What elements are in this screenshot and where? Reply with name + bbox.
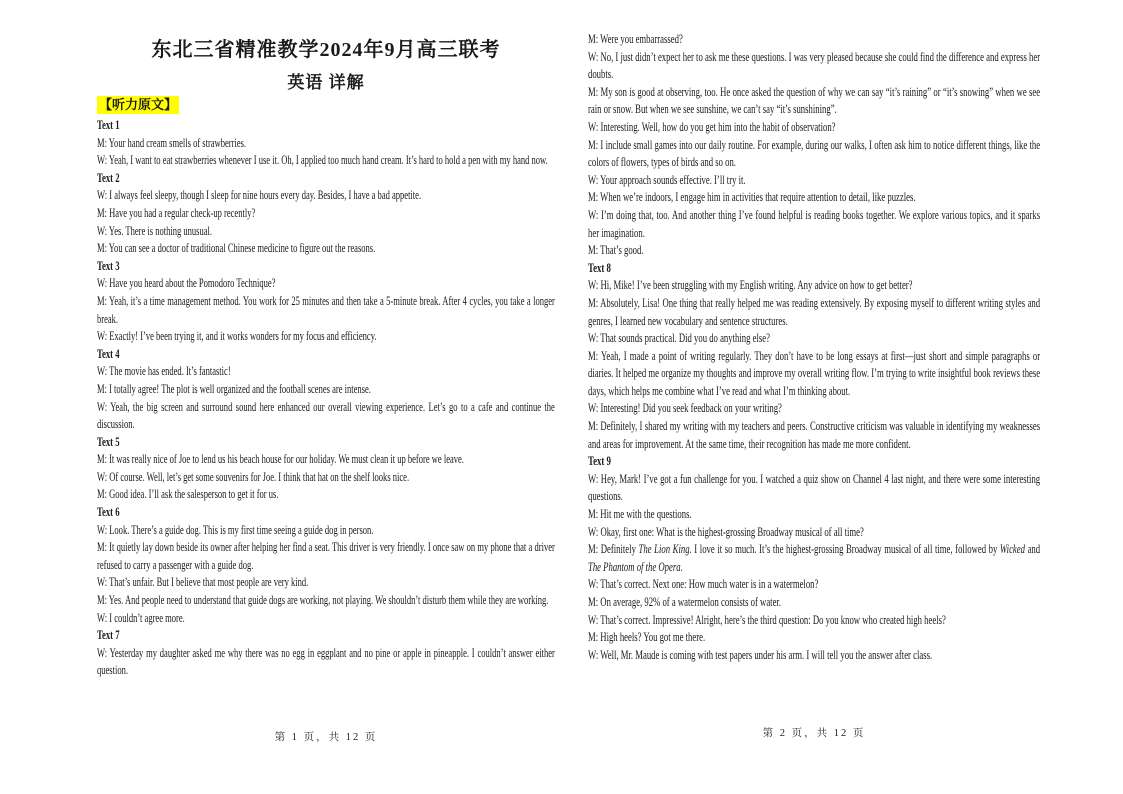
dialogue-line bbox=[97, 223, 555, 241]
dialogue-line bbox=[97, 486, 555, 504]
dialogue-line bbox=[588, 277, 1040, 295]
dialogue-text: W: No, I just didn’t expect her to ask me these questions. I was very pleased because she could find the difference and express her doubts. bbox=[588, 49, 1041, 82]
italic-title-text: Wicked bbox=[999, 542, 1025, 557]
dialogue-line bbox=[97, 451, 555, 469]
dialogue-line bbox=[588, 506, 1040, 524]
text-section-heading bbox=[97, 504, 555, 522]
dialogue-line bbox=[588, 612, 1040, 630]
dialogue-text: W: Okay, first one: What is the highest-grossing Broadway musical of all time? bbox=[588, 524, 864, 539]
dialogue-text: W: Yeah, I want to eat strawberries whenever I use it. Oh, I applied too much hand cream. It’s hard to hold a pen with my hand now. bbox=[97, 153, 548, 168]
dialogue-text: Text 3 bbox=[97, 258, 120, 273]
dialogue-text: Text 7 bbox=[97, 628, 120, 643]
dialogue-line bbox=[588, 524, 1040, 542]
dialogue-text: M: High heels? You got me there. bbox=[588, 630, 706, 645]
dialogue-text: W: The movie has ended. It’s fantastic! bbox=[97, 364, 231, 379]
dialogue-text: M: Yes. And people need to understand that guide dogs are working, not playing. We shouldn’t disturb them while they are working. bbox=[97, 593, 549, 608]
text-section-heading bbox=[97, 117, 555, 135]
dialogue-text: M: Definitely bbox=[588, 542, 639, 557]
dialogue-text: Text 1 bbox=[97, 118, 120, 132]
dialogue-line bbox=[588, 330, 1040, 348]
dialogue-line bbox=[588, 242, 1040, 260]
dialogue-line bbox=[588, 541, 1040, 576]
text-section-heading bbox=[97, 346, 555, 364]
dialogue-text: . bbox=[680, 559, 683, 574]
dialogue-line bbox=[97, 135, 555, 153]
dialogue-text: M: That’s good. bbox=[588, 243, 644, 258]
dialogue-line bbox=[588, 84, 1040, 119]
dialogue-line bbox=[97, 592, 555, 610]
text-section-heading bbox=[588, 260, 1040, 278]
text-section-heading bbox=[588, 453, 1040, 471]
dialogue-text: W: Of course. Well, let’s get some souvenirs for Joe. I think that hat on the shelf looks nice. bbox=[97, 469, 410, 484]
dialogue-line bbox=[97, 399, 555, 434]
dialogue-line bbox=[97, 469, 555, 487]
italic-title-text: The Lion King bbox=[638, 542, 690, 557]
dialogue-line bbox=[97, 293, 555, 328]
dialogue-text: M: Yeah, it’s a time management method. You work for 25 minutes and then take a 5-minute break. After 4 cycles, you take a longer break. bbox=[97, 293, 555, 326]
dialogue-line bbox=[97, 539, 555, 574]
dialogue-line bbox=[588, 400, 1040, 418]
listening-script-label: 【听力原文】 bbox=[99, 97, 178, 112]
dialogue-text: M: I include small games into our daily routine. For example, during our walks, I often ask him to notice different things, like the colors of flowers, types of birds and so on. bbox=[588, 137, 1041, 170]
dialogue-line bbox=[588, 295, 1040, 330]
dialogue-text: W: That’s unfair. But I believe that most people are very kind. bbox=[97, 575, 309, 590]
dialogue-line bbox=[588, 594, 1040, 612]
text-section-heading bbox=[97, 258, 555, 276]
dialogue-text: Text 6 bbox=[97, 505, 120, 520]
dialogue-text: M: It quietly lay down beside its owner after helping her find a seat. This driver is very friendly. I once saw on my phone that a driver refused to carry a passenger with a guide dog. bbox=[97, 540, 555, 572]
dialogue-text: M: It was really nice of Joe to lend us his beach house for our holiday. We must clean it up before we leave. bbox=[97, 452, 464, 467]
dialogue-text: Text 4 bbox=[97, 346, 120, 361]
dialogue-text: M: When we’re indoors, I engage him in activities that require attention to detail, like puzzles. bbox=[588, 190, 916, 205]
dialogue-text: W: Interesting! Did you seek feedback on your writing? bbox=[588, 401, 782, 416]
dialogue-text: M: I totally agree! The plot is well organized and the football scenes are intense. bbox=[97, 381, 371, 396]
dialogue-text: W: Yes. There is nothing unusual. bbox=[97, 223, 213, 238]
dialogue-line bbox=[588, 31, 1040, 49]
dialogue-text: M: Absolutely, Lisa! One thing that really helped me was reading extensively. By exposing myself to different writing styles and genres, I learned new vocabulary and sentence structures. bbox=[588, 295, 1041, 328]
dialogue-text: W: Hey, Mark! I’ve got a fun challenge for you. I watched a quiz show on Channel 4 last night, and there were some interesting questions. bbox=[588, 471, 1041, 504]
dialogue-text: W: Exactly! I’ve been trying it, and it works wonders for my focus and efficiency. bbox=[97, 329, 377, 344]
text-section-heading bbox=[97, 170, 555, 188]
dialogue-text: W: Your approach sounds effective. I’ll try it. bbox=[588, 172, 746, 187]
dialogue-text: . I love it so much. It’s the highest-grossing Broadway musical of all time, followed by bbox=[689, 542, 1000, 557]
dialogue-text: M: Hit me with the questions. bbox=[588, 507, 692, 522]
dialogue-line bbox=[588, 418, 1040, 453]
page-2-footer: 第 2 页，共 12 页 bbox=[762, 728, 866, 739]
dialogue-text: and bbox=[1024, 542, 1041, 557]
dialogue-text: M: Were you embarrassed? bbox=[588, 32, 683, 46]
dialogue-text: W: I couldn’t agree more. bbox=[97, 610, 185, 625]
exam-subtitle: 英语 详解 bbox=[287, 73, 365, 92]
dialogue-line bbox=[588, 471, 1040, 506]
dialogue-text: W: Yeah, the big screen and surround sound here enhanced our overall viewing experience. Let’s go to a cafe and continue the discussion. bbox=[97, 399, 555, 432]
dialogue-text: W: Interesting. Well, how do you get him into the habit of observation? bbox=[588, 119, 836, 134]
dialogue-line bbox=[588, 49, 1040, 84]
dialogue-line bbox=[97, 205, 555, 223]
dialogue-text: M: Yeah, I made a point of writing regularly. They don’t have to be long essays at first—just short and simple paragraphs or diaries. It helped me organize my thoughts and improve my overall writing flow. I’m trying to write insightful book reviews these days, which helps me combine what I’ve read and what I’m thinking about. bbox=[588, 348, 1041, 398]
dialogue-line bbox=[588, 629, 1040, 647]
dialogue-line bbox=[97, 574, 555, 592]
dialogue-line bbox=[97, 187, 555, 205]
dialogue-text: W: I always feel sleepy, though I sleep for nine hours every day. Besides, I have a bad appetite. bbox=[97, 188, 422, 203]
italic-title-text: The Phantom of the Opera bbox=[588, 559, 681, 574]
dialogue-text: W: Hi, Mike! I’ve been struggling with my English writing. Any advice on how to get better? bbox=[588, 278, 913, 293]
text-section-heading bbox=[97, 627, 555, 645]
dialogue-text: Text 2 bbox=[97, 170, 120, 185]
dialogue-text: Text 9 bbox=[588, 454, 611, 469]
dialogue-line bbox=[588, 172, 1040, 190]
dialogue-text: W: That’s correct. Impressive! Alright, here’s the third question: Do you know who created high heels? bbox=[588, 612, 946, 627]
page-1-text-column bbox=[97, 117, 555, 680]
dialogue-text: W: Look. There’s a guide dog. This is my first time seeing a guide dog in person. bbox=[97, 522, 374, 537]
dialogue-text: W: I’m doing that, too. And another thing I’ve found helpful is reading books together. We explore various topics, and it sparks her imagination. bbox=[588, 207, 1041, 240]
dialogue-line bbox=[588, 189, 1040, 207]
dialogue-line bbox=[97, 645, 555, 680]
dialogue-line bbox=[588, 647, 1040, 665]
page-2-text-column bbox=[588, 31, 1040, 664]
dialogue-text: M: Have you had a regular check-up recently? bbox=[97, 205, 256, 220]
dialogue-text: W: Well, Mr. Maude is coming with test papers under his arm. I will tell you the answer after class. bbox=[588, 647, 933, 662]
dialogue-line bbox=[97, 275, 555, 293]
dialogue-line bbox=[97, 381, 555, 399]
dialogue-text: W: Yesterday my daughter asked me why there was no egg in eggplant and no pine or apple in pineapple. I couldn’t answer either question. bbox=[97, 645, 555, 678]
dialogue-line bbox=[97, 328, 555, 346]
dialogue-line bbox=[588, 207, 1040, 242]
dialogue-line bbox=[97, 522, 555, 540]
dialogue-line bbox=[97, 240, 555, 258]
dialogue-text: Text 8 bbox=[588, 260, 611, 275]
dialogue-text: M: You can see a doctor of traditional Chinese medicine to figure out the reasons. bbox=[97, 241, 376, 256]
dialogue-text: W: That sounds practical. Did you do anything else? bbox=[588, 331, 770, 346]
dialogue-line bbox=[588, 576, 1040, 594]
dialogue-text: M: Definitely, I shared my writing with my teachers and peers. Constructive criticism was valuable in identifying my weaknesses and areas for improvement. At the same time, their recognition has made me more confident. bbox=[588, 419, 1041, 451]
dialogue-text: M: On average, 92% of a watermelon consists of water. bbox=[588, 595, 782, 609]
dialogue-line bbox=[588, 119, 1040, 137]
exam-title: 东北三省精准教学2024年9月高三联考 bbox=[151, 39, 501, 61]
dialogue-text: M: My son is good at observing, too. He once asked the question of why we can say “it’s raining” or “it’s snowing” when we see rain or snow. But when we see sunshine, we can’t say “it’s sunshining”. bbox=[588, 84, 1041, 117]
dialogue-text: Text 5 bbox=[97, 434, 120, 449]
dialogue-line bbox=[588, 348, 1040, 401]
dialogue-text: M: Good idea. I’ll ask the salesperson to get it for us. bbox=[97, 487, 279, 502]
dialogue-text: M: Your hand cream smells of strawberries. bbox=[97, 135, 247, 150]
dialogue-line bbox=[97, 152, 555, 170]
dialogue-text: W: Have you heard about the Pomodoro Technique? bbox=[97, 276, 276, 291]
text-section-heading bbox=[97, 434, 555, 452]
dialogue-text: W: That’s correct. Next one: How much water is in a watermelon? bbox=[588, 577, 819, 592]
page-1-footer: 第 1 页，共 12 页 bbox=[274, 732, 378, 743]
dialogue-line bbox=[588, 137, 1040, 172]
dialogue-line bbox=[97, 363, 555, 381]
dialogue-line bbox=[97, 610, 555, 628]
